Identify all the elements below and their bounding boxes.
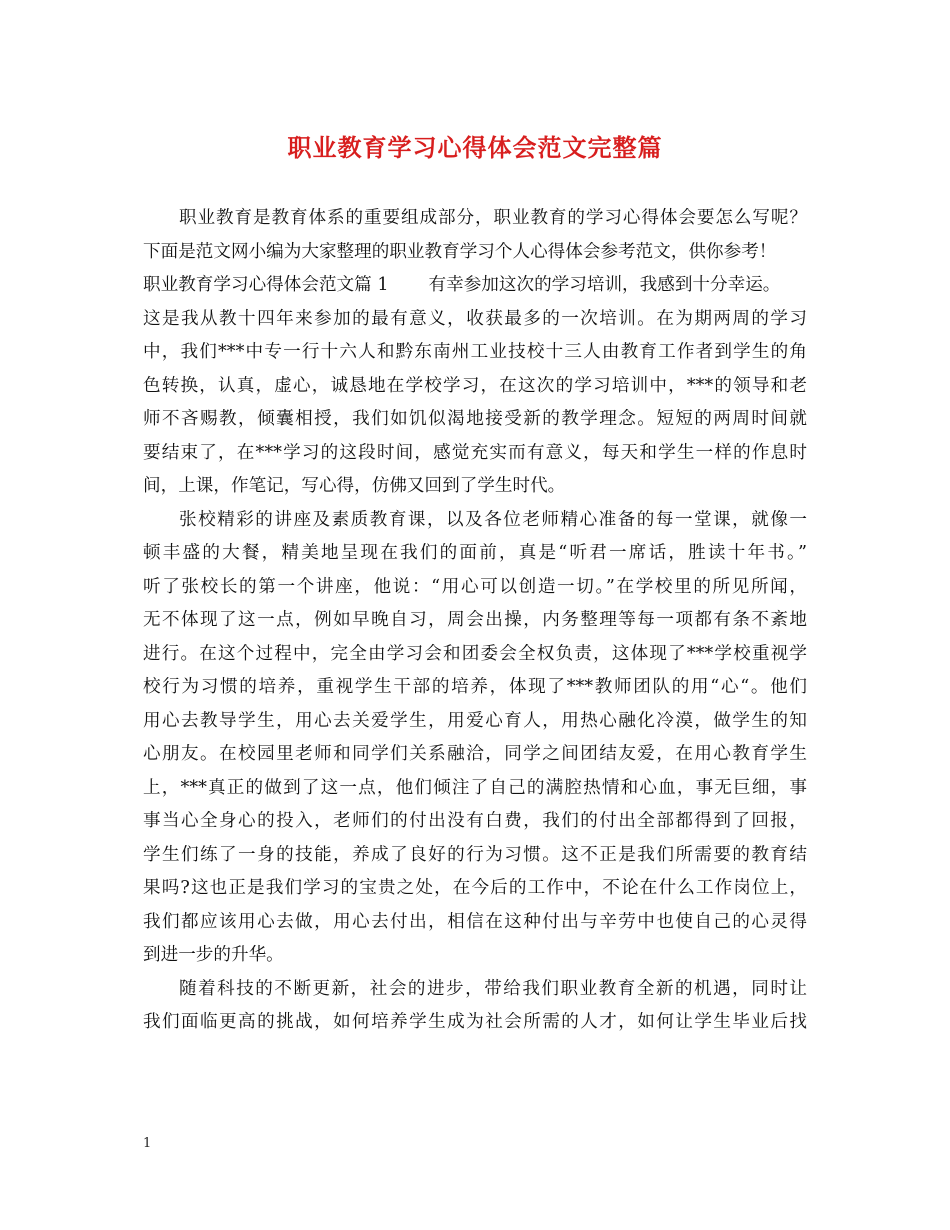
- paragraph-line: 中，我们***中专一行十六人和黔东南州工业技校十三人由教育工作者到学生的角: [143, 342, 807, 362]
- paragraph-line: 随着科技的不断更新，社会的进步，带给我们职业教育全新的机遇，同时让: [179, 978, 807, 999]
- paragraph-line: 职业教育是教育体系的重要组成部分，职业教育的学习心得体会要怎么写呢？: [179, 208, 807, 228]
- paragraph-line: 用心去教导学生，用心去关爱学生，用爱心育人，用热心融化冷漠，做学生的知: [143, 710, 807, 731]
- paragraph-line: 色转换，认真，虚心，诚恳地在学校学习，在这次的学习培训中，***的领导和老: [143, 375, 807, 396]
- paragraph-line: 听了张校长的第一个讲座，他说：“用心可以创造一切。”在学校里的所见所闻，: [143, 576, 807, 597]
- document-body: [143, 202, 807, 1040]
- paragraph-line: 进行。在这个过程中，完全由学习会和团委会全权负责，这体现了***学校重视学: [143, 643, 807, 664]
- paragraph-line: 这是我从教十四年来参加的最有意义，收获最多的一次培训。在为期两周的学习: [143, 308, 807, 329]
- paragraph-line: 上，***真正的做到了这一点，他们倾注了自己的满腔热情和心血，事无巨细，事: [143, 777, 807, 798]
- paragraph-line: 果吗?这也正是我们学习的宝贵之处，在今后的工作中，不论在什么工作岗位上，: [143, 878, 807, 898]
- paragraph-line: 间，上课，作笔记，写心得，仿佛又回到了学生时代。: [143, 476, 566, 496]
- paragraph-line: 顿丰盛的大餐，精美地呈现在我们的面前，真是“听君一席话，胜读十年书。”: [143, 543, 807, 563]
- paragraph-line: 无不体现了这一点，例如早晚自习，周会出操，内务整理等每一项都有条不紊地: [143, 610, 807, 630]
- paragraph-line: 心朋友。在校园里老师和同学们关系融洽，同学之间团结友爱，在用心教育学生: [143, 744, 807, 764]
- paragraph-text: 有幸参加这次的学习培训，我感到十分幸运。: [428, 275, 781, 295]
- paragraph-line: 事当心全身心的投入，老师们的付出没有白费，我们的付出全部都得到了回报，: [143, 811, 807, 831]
- page-number: 1: [143, 1136, 152, 1151]
- paragraph-line: 下面是范文网小编为大家整理的职业教育学习个人心得体会参考范文，供你参考！: [143, 241, 777, 262]
- paragraph-line: 师不吝赐教，倾囊相授，我们如饥似渴地接受新的教学理念。短短的两周时间就: [143, 409, 807, 429]
- paragraph-line: 我们都应该用心去做，用心去付出，相信在这种付出与辛劳中也使自己的心灵得: [143, 911, 807, 932]
- paragraph-line: 我们面临更高的挑战，如何培养学生成为社会所需的人才，如何让学生毕业后找: [143, 1012, 807, 1032]
- paragraph-line: 学生们练了一身的技能，养成了良好的行为习惯。这不正是我们所需要的教育结: [143, 844, 807, 865]
- paragraph-line: 张校精彩的讲座及素质教育课，以及各位老师精心准备的每一堂课，就像一: [179, 509, 807, 530]
- paragraph-line: 到进一步的升华。: [143, 945, 284, 965]
- document-title: 职业教育学习心得体会范文完整篇: [287, 134, 663, 162]
- section-heading: 职业教育学习心得体会范文篇 1: [143, 275, 389, 295]
- paragraph-line: 校行为习惯的培养，重视学生干部的培养，体现了***教师团队的用“心“。他们: [143, 677, 807, 697]
- paragraph-line: [143, 269, 807, 303]
- paragraph-line: 要结束了，在***学习的这段时间，感觉充实而有意义，每天和学生一样的作息时: [143, 442, 807, 463]
